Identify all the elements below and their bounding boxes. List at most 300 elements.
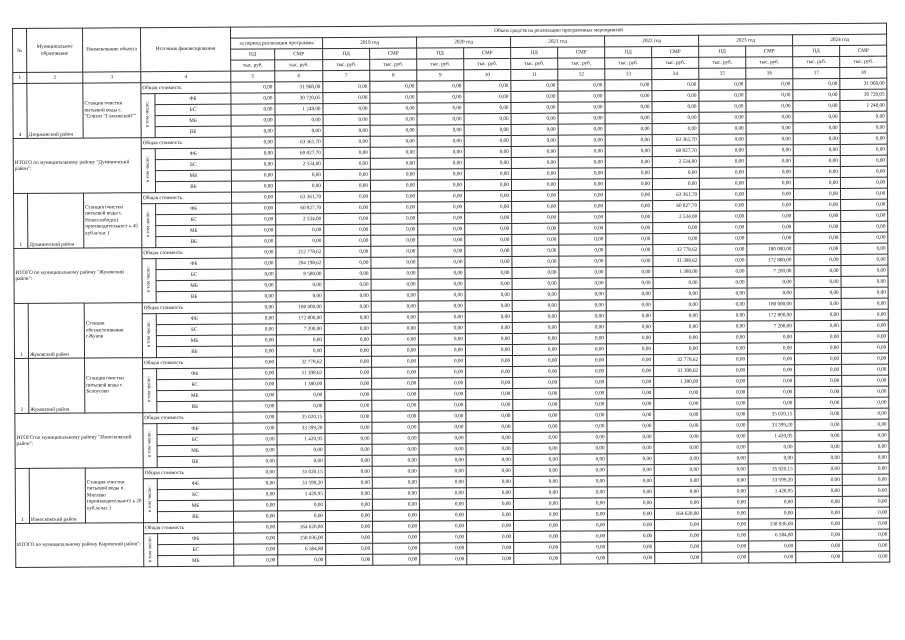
- value-cell: 0,00: [464, 124, 511, 135]
- value-cell: 0,00: [512, 322, 559, 333]
- value-cell: 0,00: [512, 278, 559, 289]
- value-cell: 0,00: [418, 334, 465, 345]
- value-cell: 0,00: [370, 136, 417, 147]
- value-cell: 0,00: [513, 443, 560, 454]
- row-number: 1: [14, 193, 28, 248]
- col-number: 11: [511, 69, 558, 80]
- source-fb-label: ФБ: [157, 423, 233, 434]
- source-bs-label: БС: [156, 269, 232, 280]
- value-cell: 0,00: [325, 422, 372, 433]
- value-cell: 0,00: [746, 178, 793, 189]
- value-cell: 0,00: [512, 190, 559, 201]
- incl-label: [143, 479, 157, 523]
- itogo-label: ИТОГО по муниципальному району Кировский район":: [16, 523, 144, 568]
- source-fb-label: ФБ: [158, 533, 234, 544]
- value-cell: 0,00: [324, 257, 371, 268]
- source-mb-label: МБ: [156, 335, 232, 346]
- value-cell: 0,00: [231, 93, 275, 104]
- value-cell: 33 599,20: [748, 475, 795, 486]
- value-cell: 0,00: [653, 277, 700, 288]
- value-cell: 0,00: [559, 256, 606, 267]
- value-cell: 0,00: [559, 311, 606, 322]
- value-cell: 0,00: [795, 507, 842, 518]
- value-cell: 0,00: [747, 343, 794, 354]
- source-fb-label: ФБ: [156, 313, 232, 324]
- col-header-smr: СМР: [558, 47, 605, 58]
- value-cell: 0,00: [794, 210, 841, 221]
- value-cell: 60 827,70: [275, 148, 323, 159]
- value-cell: 0,00: [793, 78, 840, 89]
- value-cell: 0,00: [371, 334, 418, 345]
- value-cell: 1 248,00: [840, 100, 887, 111]
- value-cell: 0,00: [512, 245, 559, 256]
- value-cell: 0,00: [418, 224, 465, 235]
- value-cell: 0,00: [372, 466, 419, 477]
- source-total-label: Общая стоимость: [141, 137, 231, 149]
- value-cell: 0,00: [702, 519, 749, 530]
- value-cell: 0,00: [323, 125, 370, 136]
- source-vb-label: ВБ: [155, 181, 231, 192]
- value-cell: 0,00: [464, 179, 511, 190]
- incl-label: [143, 369, 157, 413]
- value-cell: 0,00: [464, 91, 511, 102]
- value-cell: 212 778,62: [276, 247, 324, 258]
- value-cell: 0,00: [746, 134, 793, 145]
- col-header-source: Источник финансирования: [141, 27, 231, 72]
- value-cell: 0,00: [419, 433, 466, 444]
- value-cell: 0,00: [371, 213, 418, 224]
- row-number: 2: [15, 358, 29, 413]
- value-cell: 31 398,62: [653, 255, 700, 266]
- value-cell: 0,00: [466, 476, 513, 487]
- value-cell: 0,00: [324, 202, 371, 213]
- value-cell: 0,00: [794, 287, 841, 298]
- value-cell: 0,00: [607, 366, 654, 377]
- value-cell: 0,00: [465, 333, 512, 344]
- value-cell: 35 020,15: [748, 464, 795, 475]
- value-cell: 0,00: [467, 520, 514, 531]
- value-cell: 0,00: [606, 256, 653, 267]
- value-cell: 0,00: [231, 148, 275, 159]
- value-cell: 0,00: [699, 178, 746, 189]
- col-number: 13: [605, 69, 652, 80]
- value-cell: 0,00: [748, 398, 795, 409]
- value-cell: 33 599,20: [748, 420, 795, 431]
- value-cell: 0,00: [420, 543, 467, 554]
- value-cell: 0,00: [795, 430, 842, 441]
- col-header-year: 2023 год: [699, 35, 793, 47]
- incl-label-text: в том числе:: [146, 431, 153, 458]
- value-cell: 0,00: [842, 496, 889, 507]
- value-cell: 8 580,00: [276, 269, 324, 280]
- value-cell: 0,00: [465, 201, 512, 212]
- value-cell: 0,00: [700, 222, 747, 233]
- value-cell: 0,00: [560, 465, 607, 476]
- value-cell: 0,00: [234, 522, 278, 533]
- value-cell: 0,00: [511, 135, 558, 146]
- value-cell: 0,00: [795, 397, 842, 408]
- source-bs-label: БС: [156, 214, 232, 225]
- value-cell: 0,00: [231, 104, 275, 115]
- value-cell: 0,00: [842, 408, 889, 419]
- value-cell: 0,00: [748, 453, 795, 464]
- value-cell: 0,00: [511, 146, 558, 157]
- value-cell: 0,00: [842, 375, 889, 386]
- value-cell: 0,00: [371, 268, 418, 279]
- value-cell: 0,00: [419, 466, 466, 477]
- source-total-label: Общая стоимость: [144, 522, 234, 534]
- value-cell: 0,00: [605, 124, 652, 135]
- value-cell: 0,00: [232, 302, 276, 313]
- value-cell: 0,00: [842, 430, 889, 441]
- value-cell: 0,00: [840, 133, 887, 144]
- value-cell: 0,00: [747, 277, 794, 288]
- value-cell: 0,00: [371, 191, 418, 202]
- value-cell: 0,00: [840, 155, 887, 166]
- value-cell: 6 584,80: [749, 530, 796, 541]
- value-cell: 0,00: [699, 145, 746, 156]
- value-cell: 0,00: [701, 486, 748, 497]
- col-header-smr: СМР: [275, 49, 323, 60]
- object-name: Станция обезжелезивания г.Жуков: [84, 303, 142, 358]
- value-cell: 0,00: [417, 180, 464, 191]
- value-cell: 0,00: [796, 518, 843, 529]
- value-cell: 0,00: [606, 333, 653, 344]
- value-cell: 0,00: [608, 531, 655, 542]
- value-cell: 0,00: [652, 123, 699, 134]
- source-bs-label: БС: [158, 544, 234, 555]
- value-cell: 0,00: [652, 90, 699, 101]
- value-cell: 0,00: [701, 475, 748, 486]
- col-number: 18: [840, 67, 887, 78]
- value-cell: 33 599,20: [277, 478, 325, 489]
- value-cell: 0,00: [794, 298, 841, 309]
- value-cell: 0,00: [512, 300, 559, 311]
- value-cell: 0,00: [606, 311, 653, 322]
- col-header-object: Наименование объекта: [83, 28, 141, 72]
- value-cell: 0,00: [513, 476, 560, 487]
- value-cell: 0,00: [466, 454, 513, 465]
- value-cell: 0,00: [559, 234, 606, 245]
- value-cell: 180 000,00: [747, 299, 794, 310]
- value-cell: 35 020,15: [277, 467, 325, 478]
- value-cell: 0,00: [372, 477, 419, 488]
- value-cell: 0,00: [371, 202, 418, 213]
- value-cell: 0,00: [700, 266, 747, 277]
- value-cell: 0,00: [419, 378, 466, 389]
- source-bs-label: БС: [155, 104, 231, 115]
- value-cell: 1 420,95: [277, 489, 325, 500]
- value-cell: 0,00: [558, 102, 605, 113]
- value-cell: 0,00: [233, 401, 277, 412]
- value-cell: 0,00: [560, 487, 607, 498]
- value-cell: 0,00: [465, 289, 512, 300]
- col-header-unit: тыс. руб.: [511, 58, 558, 69]
- value-cell: 0,00: [373, 554, 420, 565]
- value-cell: 0,00: [511, 102, 558, 113]
- value-cell: 0,00: [607, 388, 654, 399]
- value-cell: 0,00: [276, 335, 324, 346]
- col-header-smr: СМР: [464, 47, 511, 58]
- value-cell: 0,00: [700, 310, 747, 321]
- value-cell: 0,00: [560, 388, 607, 399]
- value-cell: 0,00: [418, 268, 465, 279]
- value-cell: 0,00: [372, 367, 419, 378]
- value-cell: 0,00: [702, 530, 749, 541]
- value-cell: 0,00: [793, 155, 840, 166]
- value-cell: 0,00: [372, 488, 419, 499]
- value-cell: 0,00: [652, 101, 699, 112]
- value-cell: 0,00: [326, 543, 373, 554]
- value-cell: 0,00: [605, 80, 652, 91]
- value-cell: 0,00: [465, 223, 512, 234]
- value-cell: 0,00: [652, 79, 699, 90]
- value-cell: 0,00: [746, 112, 793, 123]
- value-cell: 0,00: [419, 510, 466, 521]
- source-vb-label: ВБ: [156, 236, 232, 247]
- value-cell: 0,00: [371, 224, 418, 235]
- value-cell: 0,00: [559, 201, 606, 212]
- source-fb-label: ФБ: [157, 368, 233, 379]
- value-cell: 0,00: [418, 202, 465, 213]
- value-cell: 0,00: [232, 269, 276, 280]
- value-cell: 0,00: [512, 289, 559, 300]
- value-cell: 1 420,95: [277, 434, 325, 445]
- value-cell: 0,00: [606, 322, 653, 333]
- value-cell: 0,00: [419, 499, 466, 510]
- value-cell: 0,00: [606, 234, 653, 245]
- value-cell: 0,00: [323, 147, 370, 158]
- source-mb-label: МБ: [155, 115, 231, 126]
- value-cell: 0,00: [701, 376, 748, 387]
- value-cell: 0,00: [511, 179, 558, 190]
- value-cell: 2 534,00: [653, 211, 700, 222]
- value-cell: 0,00: [654, 387, 701, 398]
- value-cell: 0,00: [417, 114, 464, 125]
- value-cell: 0,00: [701, 464, 748, 475]
- value-cell: 0,00: [560, 421, 607, 432]
- value-cell: 0,00: [699, 90, 746, 101]
- value-cell: 0,00: [372, 510, 419, 521]
- value-cell: 0,00: [466, 432, 513, 443]
- value-cell: 0,00: [370, 103, 417, 114]
- col-header-unit: тыс. руб.: [605, 58, 652, 69]
- value-cell: 0,00: [843, 551, 890, 562]
- value-cell: 0,00: [466, 421, 513, 432]
- value-cell: 0,00: [746, 167, 793, 178]
- value-cell: 0,00: [607, 432, 654, 443]
- value-cell: 0,00: [325, 499, 372, 510]
- value-cell: 0,00: [512, 212, 559, 223]
- value-cell: 0,00: [512, 333, 559, 344]
- value-cell: 0,00: [465, 278, 512, 289]
- value-cell: 0,00: [795, 375, 842, 386]
- value-cell: 0,00: [605, 113, 652, 124]
- value-cell: 0,00: [513, 355, 560, 366]
- row-number: 1: [15, 468, 29, 523]
- col-header-unit: тыс. руб.: [275, 60, 323, 71]
- value-cell: 0,00: [234, 555, 278, 566]
- value-cell: 0,00: [276, 280, 324, 291]
- value-cell: 0,00: [464, 102, 511, 113]
- value-cell: 0,00: [418, 301, 465, 312]
- value-cell: 0,00: [700, 299, 747, 310]
- source-total-label: Общая стоимость: [143, 357, 233, 369]
- value-cell: 204 198,62: [276, 258, 324, 269]
- value-cell: 0,00: [512, 223, 559, 234]
- value-cell: 0,00: [465, 190, 512, 201]
- source-vb-label: ВБ: [157, 456, 233, 467]
- incl-label: [144, 534, 158, 567]
- col-number: 16: [746, 68, 793, 79]
- value-cell: 0,00: [465, 256, 512, 267]
- value-cell: 0,00: [325, 356, 372, 367]
- col-header-pd: ПД: [417, 48, 464, 59]
- value-cell: 63 361,70: [276, 192, 324, 203]
- value-cell: 0,00: [560, 432, 607, 443]
- value-cell: 0,00: [325, 378, 372, 389]
- col-header-year: 2020 год: [417, 36, 511, 48]
- col-number: 9: [417, 70, 464, 81]
- value-cell: 6 584,80: [278, 544, 326, 555]
- col-header-smr: СМР: [746, 46, 793, 57]
- value-cell: 0,00: [418, 323, 465, 334]
- value-cell: 0,00: [793, 122, 840, 133]
- value-cell: 0,00: [370, 158, 417, 169]
- source-total-label: Общая стоимость: [141, 82, 231, 94]
- value-cell: 0,00: [842, 364, 889, 375]
- value-cell: 0,00: [606, 278, 653, 289]
- value-cell: 0,00: [561, 520, 608, 531]
- value-cell: 0,00: [558, 113, 605, 124]
- value-cell: 0,00: [607, 498, 654, 509]
- value-cell: 0,00: [466, 366, 513, 377]
- value-cell: 0,00: [746, 90, 793, 101]
- value-cell: 0,00: [606, 344, 653, 355]
- value-cell: 0,00: [793, 177, 840, 188]
- value-cell: 0,00: [325, 477, 372, 488]
- value-cell: 0,00: [511, 80, 558, 91]
- value-cell: 0,00: [324, 224, 371, 235]
- value-cell: 0,00: [325, 488, 372, 499]
- value-cell: 0,00: [700, 332, 747, 343]
- value-cell: 0,00: [373, 532, 420, 543]
- value-cell: 0,00: [371, 257, 418, 268]
- value-cell: 35 020,15: [748, 409, 795, 420]
- value-cell: 1 420,95: [748, 486, 795, 497]
- value-cell: 0,00: [417, 169, 464, 180]
- value-cell: 0,00: [467, 542, 514, 553]
- value-cell: 0,00: [277, 390, 325, 401]
- value-cell: 0,00: [466, 509, 513, 520]
- value-cell: 0,00: [559, 300, 606, 311]
- value-cell: 0,00: [372, 400, 419, 411]
- value-cell: 0,00: [796, 540, 843, 551]
- value-cell: 0,00: [466, 399, 513, 410]
- value-cell: 0,00: [233, 434, 277, 445]
- value-cell: 0,00: [233, 423, 277, 434]
- value-cell: 0,00: [276, 225, 324, 236]
- source-fb-label: ФБ: [155, 148, 231, 159]
- col-header-unit: тыс. руб.: [417, 59, 464, 70]
- col-header-unit: тыс. руб.: [464, 58, 511, 69]
- value-cell: 0,00: [606, 245, 653, 256]
- value-cell: 0,00: [700, 189, 747, 200]
- value-cell: 0,00: [418, 246, 465, 257]
- value-cell: 0,00: [417, 136, 464, 147]
- value-cell: 0,00: [607, 399, 654, 410]
- value-cell: 0,00: [749, 541, 796, 552]
- value-cell: 0,00: [560, 509, 607, 520]
- value-cell: 0,00: [700, 200, 747, 211]
- value-cell: 0,00: [325, 400, 372, 411]
- source-mb-label: МБ: [157, 500, 233, 511]
- value-cell: 63 361,70: [652, 134, 699, 145]
- value-cell: 0,00: [511, 157, 558, 168]
- value-cell: 60 827,70: [276, 203, 324, 214]
- value-cell: 0,00: [233, 489, 277, 500]
- value-cell: 0,00: [747, 288, 794, 299]
- col-header-pd: ПД: [699, 46, 746, 57]
- value-cell: 0,00: [324, 312, 371, 323]
- value-cell: 0,00: [747, 233, 794, 244]
- incl-label-text: в том числе:: [145, 211, 151, 238]
- value-cell: 0,00: [653, 222, 700, 233]
- value-cell: 0,00: [370, 169, 417, 180]
- value-cell: 30 720,05: [840, 89, 887, 100]
- value-cell: 0,00: [560, 410, 607, 421]
- value-cell: 0,00: [842, 419, 889, 430]
- value-cell: 0,00: [748, 365, 795, 376]
- value-cell: 0,00: [841, 243, 888, 254]
- value-cell: 0,00: [512, 201, 559, 212]
- col-header-municipality: Муниципальное образование: [27, 28, 83, 72]
- source-vb-label: ВБ: [157, 401, 233, 412]
- col-number: 2: [27, 72, 83, 83]
- value-cell: 0,00: [513, 421, 560, 432]
- value-cell: 60 827,70: [652, 145, 699, 156]
- value-cell: 0,00: [699, 112, 746, 123]
- value-cell: 0,00: [607, 410, 654, 421]
- value-cell: 0,00: [324, 246, 371, 257]
- value-cell: 0,00: [746, 101, 793, 112]
- value-cell: 0,00: [699, 167, 746, 178]
- value-cell: 0,00: [701, 398, 748, 409]
- value-cell: 0,00: [654, 486, 701, 497]
- value-cell: 0,00: [277, 445, 325, 456]
- value-cell: 0,00: [795, 353, 842, 364]
- value-cell: 0,00: [418, 290, 465, 301]
- value-cell: 0,00: [559, 212, 606, 223]
- value-cell: 0,00: [233, 390, 277, 401]
- value-cell: 0,00: [326, 554, 373, 565]
- value-cell: 0,00: [794, 309, 841, 320]
- value-cell: 0,00: [465, 212, 512, 223]
- value-cell: 0,00: [417, 81, 464, 92]
- value-cell: 0,00: [465, 311, 512, 322]
- value-cell: 0,00: [558, 146, 605, 157]
- col-number: 10: [464, 69, 511, 80]
- value-cell: 0,00: [605, 168, 652, 179]
- value-cell: 0,00: [841, 320, 888, 331]
- incl-label: [142, 259, 156, 303]
- value-cell: 0,00: [652, 112, 699, 123]
- value-cell: 0,00: [702, 552, 749, 563]
- value-cell: 0,00: [560, 498, 607, 509]
- value-cell: 0,00: [513, 366, 560, 377]
- value-cell: 0,00: [323, 180, 370, 191]
- col-header-num: №: [13, 28, 27, 72]
